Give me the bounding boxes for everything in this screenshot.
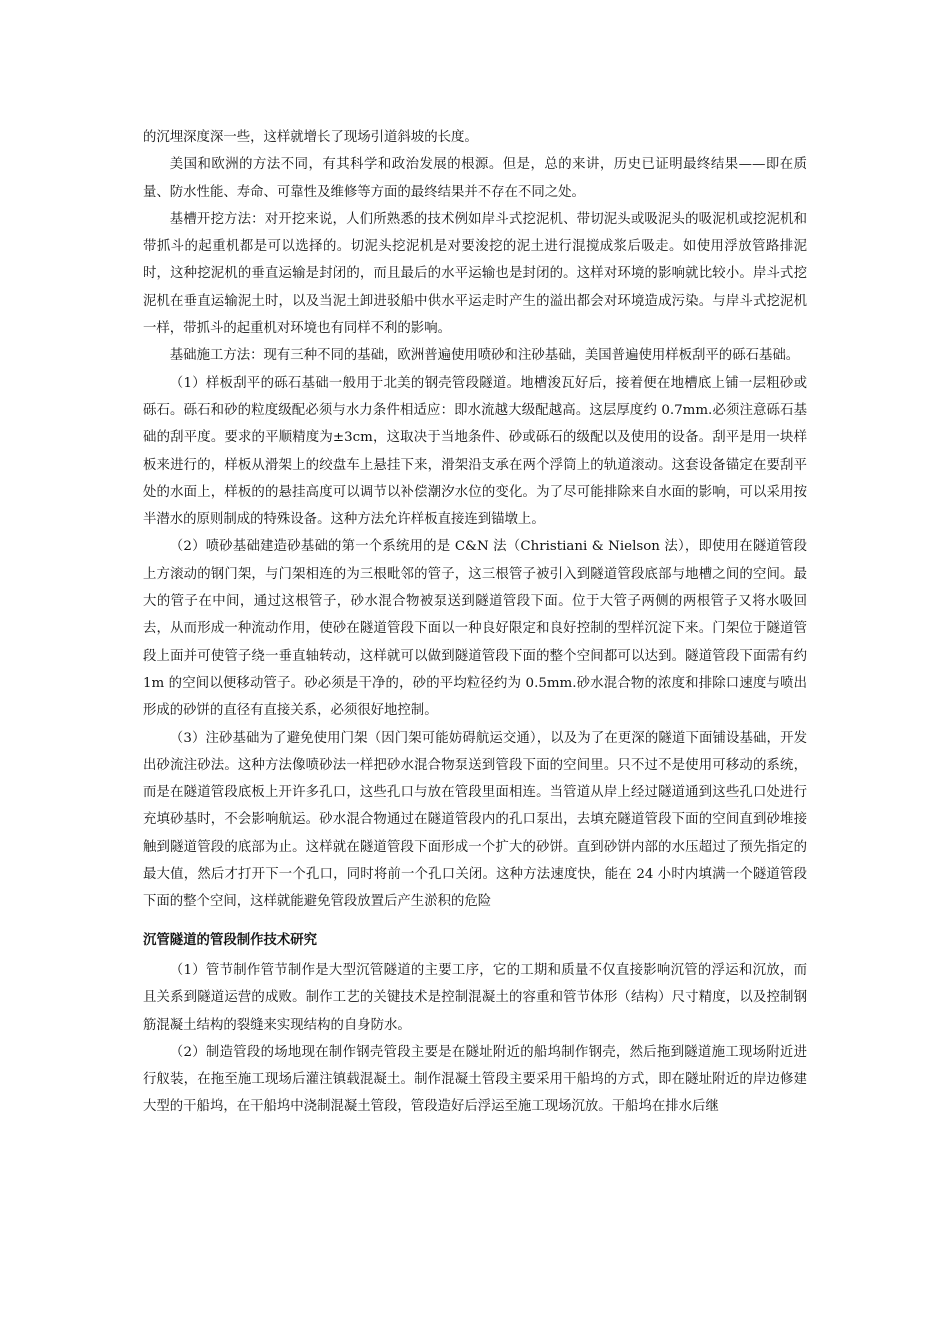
paragraph-trench-excavation: 基槽开挖方法：对开挖来说，人们所熟悉的技术例如岸斗式挖泥机、带切泥头或吸泥头的吸泥机或挖泥机和带抓斗的起重机都是可以选择的。切泥头挖泥机是对要浚挖的泥土进行混搅成浆后吸走。如使用浮放管路排泥时，这种挖泥机的垂直运输是封闭的，而且最后的水平运输也是封闭的。这样对环境的影响就比较小。岸斗式挖泥机在垂直运输泥土时，以及当泥土卸进驳船中供水平运走时产生的溢出都会对环境造成污染。与岸斗式挖泥机一样，带抓斗的起重机对环境也有同样不利的影响。: [143, 211, 807, 337]
paragraph-sand-flow-foundation: （3）注砂基础为了避免使用门架（因门架可能妨碍航运交通），以及为了在更深的隧道下面铺设基础，开发出砂流注砂法。这种方法像喷砂法一样把砂水混合物泵送到管段下面的空间里。只不过不是使用可移动的系统，而是在隧道管段底板上开许多孔口，这些孔口与放在管段里面相连。当管道从岸上经过隧道通到这些孔口处进行充填砂基时，不会影响航运。砂水混合物通过在隧道管段内的孔口泵出，去填充隧道管段下面的空间直到砂堆接触到隧道管段的底部为止。这样就在隧道管段下面形成一个扩大的砂饼。直到砂饼内部的水压超过了预先指定的最大值，然后才打开下一个孔口，同时将前一个孔口关闭。这种方法速度快，能在 24 小时内填满一个隧道管段下面的整个空间，这样就能避免管段放置后产生淤积的危险: [143, 730, 807, 910]
paragraph-foundation-methods: 基础施工方法：现有三种不同的基础，欧洲普遍使用喷砂和注砂基础，美国普遍使用样板刮平的砾石基础。: [169, 348, 800, 364]
paragraph-element-fabrication: （1）管节制作管节制作是大型沉管隧道的主要工序，它的工期和质量不仅直接影响沉管的浮运和沉放，而且关系到隧道运营的成败。制作工艺的关键技术是控制混凝土的容重和管节体形（结构）尺寸精度，以及控制钢筋混凝土结构的裂缝来实现结构的自身防水。: [143, 962, 807, 1033]
paragraph-fabrication-site: （2）制造管段的场地现在制作钢壳管段主要是在隧址附近的船坞制作钢壳，然后拖到隧道施工现场附近进行舣装，在拖至施工现场后灌注镇载混凝土。制作混凝土管段主要采用干船坞的方式，即在隧址附近的岸边修建大型的干船坞，在干船坞中浇制混凝土管段，管段造好后浮运至施工现场沉放。干船坞在排水后继: [143, 1044, 807, 1115]
paragraph-us-europe-methods: 美国和欧洲的方法不同，有其科学和政治发展的根源。但是，总的来讲，历史已证明最终结果——即在质量、防水性能、寿命、可靠性及维修等方面的最终结果并不存在不同之处。: [143, 157, 807, 200]
paragraph-gravel-foundation: （1）样板刮平的砾石基础一般用于北美的钢壳管段隧道。地槽浚瓦好后，接着便在地槽底上铺一层粗砂或砾石。砾石和砂的粒度级配必须与水力条件相适应：即水流越大级配越高。这层厚度约 0.7mm.必须注意砾石基础的刮平度。要求的平顺精度为±3cm，这取决于当地条件、砂或砾石的级配以及使用的设备。刮平是用一块样板来进行的，样板从滑架上的绞盘车上悬挂下来，滑架沿支承在两个浮筒上的轨道滚动。这套设备锚定在要刮平处的水面上，样板的的悬挂高度可以调节以补偿潮汐水位的变化。为了尽可能排除来自水面的影响，可以采用按半潜水的原则制成的特殊设备。这种方法允许样板直接连到锚墩上。: [143, 375, 807, 528]
paragraph-sand-jetting-foundation: （2）喷砂基础建造砂基础的第一个系统用的是 C&N 法（Christiani & Nielson 法），即使用在隧道管段上方滚动的钢门架，与门架相连的为三根毗邻的管子，这三根管子被引入到隧道管段底部与地槽之间的空间。最大的管子在中间，通过这根管子，砂水混合物被泵送到隧道管段下面。位于大管子两侧的两根管子又将水吸回去，从而形成一种流动作用，使砂在隧道管段下面以一种良好限定和良好控制的型样沉淀下来。门架位于隧道管段上面并可使管子绕一垂直轴转动，这样就可以做到隧道管段下面的整个空间都可以达到。隧道管段下面需有约 1m 的空间以便移动管子。砂必须是干净的，砂的平均粒径约为 0.5mm.砂水混合物的浓度和排除口速度与喷出形成的砂饼的直径有直接关系，必须很好地控制。: [143, 539, 807, 719]
section-heading: 沉管隧道的管段制作技术研究: [143, 932, 318, 948]
paragraph-continuation: 的沉埋深度深一些，这样就增长了现场引道斜坡的长度。: [143, 130, 478, 145]
document-page: [143, 124, 807, 1121]
